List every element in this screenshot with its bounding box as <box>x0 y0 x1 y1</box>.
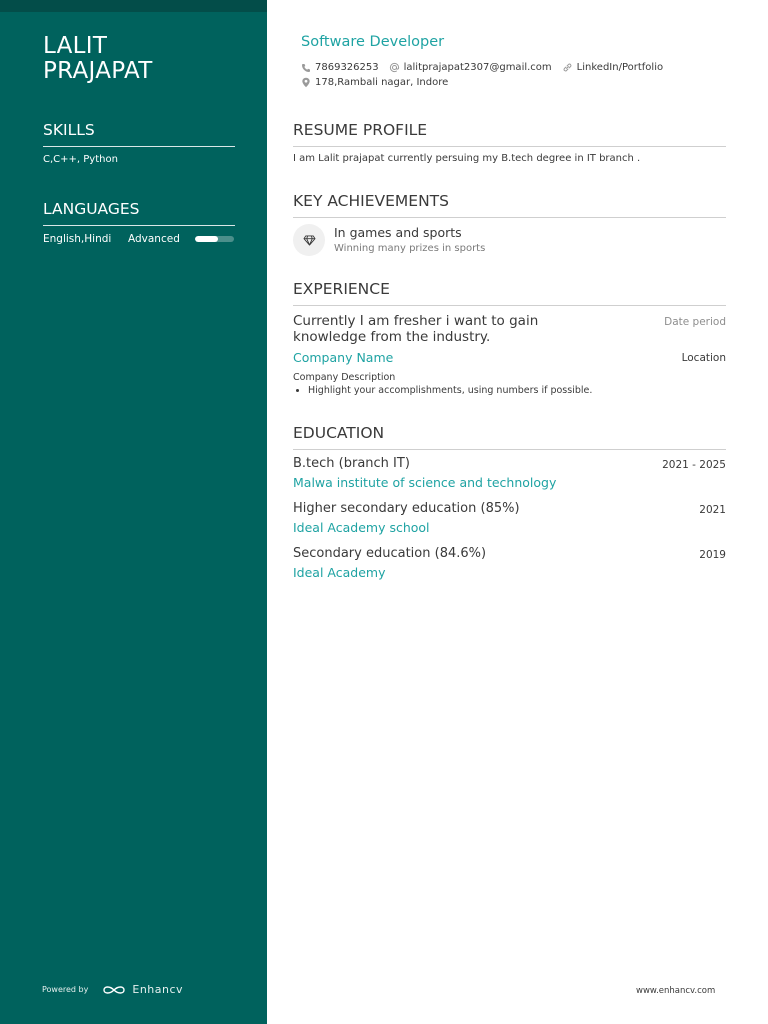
education-item <box>293 456 726 490</box>
diamond-icon <box>293 224 325 256</box>
achievements-heading: KEY ACHIEVEMENTS <box>293 191 726 218</box>
name-first: LALIT <box>43 33 108 59</box>
education-section <box>293 423 726 580</box>
enhancv-brand: Enhancv <box>132 983 184 996</box>
language-proficiency-fill <box>195 236 218 242</box>
education-date: 2021 - 2025 <box>662 459 726 471</box>
email[interactable] <box>389 62 552 73</box>
experience-heading: EXPERIENCE <box>293 279 726 306</box>
education-school: Ideal Academy school <box>293 520 430 535</box>
email-address[interactable]: lalitprajapat2307@gmail.com <box>403 62 552 73</box>
skills-heading: SKILLS <box>43 120 235 147</box>
contact-info <box>301 60 731 90</box>
languages-heading: LANGUAGES <box>43 199 235 226</box>
skills-text: C,C++, Python <box>43 154 118 165</box>
education-degree: Secondary education (84.6%) <box>293 546 487 561</box>
portfolio-link-text[interactable]: LinkedIn/Portfolio <box>576 62 664 73</box>
experience-bullets <box>293 385 726 396</box>
candidate-name <box>43 34 243 84</box>
education-degree: Higher secondary education (85%) <box>293 501 520 516</box>
enhancv-logo-icon <box>102 984 126 996</box>
portfolio-link[interactable] <box>562 62 663 73</box>
achievement-item <box>293 224 726 256</box>
education-item <box>293 501 726 535</box>
footer-url[interactable]: www.enhancv.com <box>636 986 716 996</box>
experience-bullet: • Highlight your accomplishments, using numbers if possible. <box>308 385 726 396</box>
contact-row-2 <box>301 75 731 90</box>
education-date: 2021 <box>699 504 726 516</box>
education-degree: B.tech (branch IT) <box>293 456 410 471</box>
address-text: 178,Rambali nagar, Indore <box>315 77 449 88</box>
achievements-section <box>293 191 726 256</box>
phone-number: 7869326253 <box>315 62 379 73</box>
experience-section <box>293 279 726 396</box>
language-row <box>43 233 235 245</box>
language-name: English,Hindi <box>43 233 112 245</box>
language-level: Advanced <box>128 233 180 245</box>
job-title: Software Developer <box>301 34 445 50</box>
experience-company: Company Name <box>293 350 394 365</box>
phone <box>301 62 379 73</box>
experience-date: Date period <box>664 316 726 328</box>
link-icon <box>562 62 573 73</box>
education-school: Ideal Academy <box>293 565 386 580</box>
profile-heading: RESUME PROFILE <box>293 120 726 147</box>
education-item <box>293 546 726 580</box>
experience-location: Location <box>681 352 726 364</box>
profile-section <box>293 120 726 164</box>
skills-section <box>43 120 235 167</box>
powered-by <box>42 983 183 996</box>
address <box>301 77 448 88</box>
experience-item <box>293 313 726 396</box>
experience-role: Currently I am fresher i want to gain knowledge from the industry. <box>293 313 539 345</box>
sidebar <box>0 0 267 1024</box>
sidebar-top-band <box>0 0 267 12</box>
education-date: 2019 <box>699 549 726 561</box>
achievement-title: In games and sports <box>334 225 462 240</box>
education-heading: EDUCATION <box>293 423 726 450</box>
powered-by-label: Powered by <box>42 985 89 994</box>
location-pin-icon <box>301 77 311 88</box>
achievement-description: Winning many prizes in sports <box>334 243 486 254</box>
enhancv-logo <box>102 983 183 996</box>
language-proficiency-bar <box>195 236 234 242</box>
name-last: PRAJAPAT <box>43 58 153 84</box>
contact-row-1 <box>301 60 731 75</box>
at-icon <box>389 62 400 73</box>
experience-company-description: Company Description <box>293 372 396 383</box>
education-school: Malwa institute of science and technology <box>293 475 557 490</box>
profile-text: I am Lalit prajapat currently persuing my B.tech degree in IT branch . <box>293 153 641 164</box>
phone-icon <box>301 63 311 73</box>
languages-section <box>43 199 235 245</box>
